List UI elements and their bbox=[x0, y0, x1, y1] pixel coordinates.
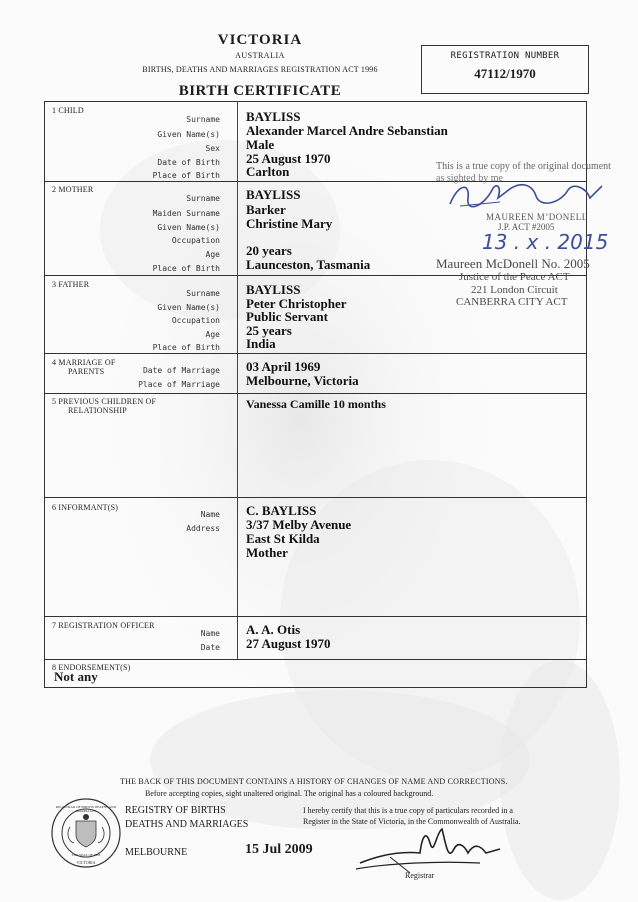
informant-address-label: Address bbox=[186, 524, 220, 533]
previous-children: Vanessa Camille 10 months bbox=[246, 397, 386, 411]
father-given-label: Given Name(s) bbox=[157, 303, 220, 312]
child-surname-label: Surname bbox=[186, 115, 220, 124]
child-place-of-birth: Carlton bbox=[246, 164, 290, 179]
child-sex: Male bbox=[246, 137, 275, 152]
section-marriage-line2: PARENTS bbox=[68, 367, 105, 376]
marriage-place-label: Place of Marriage bbox=[138, 380, 220, 389]
child-pob-label: Place of Birth bbox=[152, 171, 220, 180]
mother-surname: BAYLISS bbox=[246, 187, 301, 202]
country-text: AUSTRALIA bbox=[235, 51, 285, 60]
father-surname: BAYLISS bbox=[246, 282, 301, 297]
father-place-of-birth: India bbox=[246, 336, 276, 351]
mother-pob-label: Place of Birth bbox=[152, 264, 220, 273]
stamp-name: Maureen McDonell No. 2005 bbox=[436, 256, 590, 271]
divider-3 bbox=[44, 353, 586, 354]
section-registration-officer: 7 REGISTRATION OFFICER bbox=[52, 621, 155, 630]
seal-label: REGISTRAR OF BIRTHS DEATHS AND MARRIAGES bbox=[55, 805, 117, 813]
divider-7 bbox=[44, 659, 586, 660]
section-previous-line2: RELATIONSHIP bbox=[68, 406, 127, 415]
mother-age-label: Age bbox=[205, 250, 220, 259]
child-given-names: Alexander Marcel Andre Sebanstian bbox=[246, 123, 448, 138]
mother-given-names: Christine Mary bbox=[246, 216, 333, 231]
registration-box bbox=[421, 45, 589, 94]
informant-address-line2: East St Kilda bbox=[246, 531, 320, 546]
father-age-label: Age bbox=[205, 330, 220, 339]
section-previous-line1: 5 PREVIOUS CHILDREN OF bbox=[52, 397, 157, 406]
stamp-jp-number: J.P. ACT #2005 bbox=[498, 222, 555, 232]
certification-line1: I hereby certify that this is a true copy of particulars recorded in a bbox=[303, 806, 513, 815]
informant-relationship: Mother bbox=[246, 545, 288, 560]
stamp-address-line1: 221 London Circuit bbox=[471, 284, 558, 296]
footer-notice-sub: Before accepting copies, sight unaltered original. The original has a coloured background. bbox=[145, 789, 434, 798]
registrar-signature bbox=[350, 823, 510, 878]
mother-given-label: Given Name(s) bbox=[157, 223, 220, 232]
stamp-title: Justice of the Peace ACT bbox=[459, 271, 570, 283]
officer-date: 27 August 1970 bbox=[246, 636, 331, 651]
certificate-title: BIRTH CERTIFICATE bbox=[178, 83, 342, 99]
divider-2 bbox=[44, 275, 586, 276]
child-surname: BAYLISS bbox=[246, 109, 301, 124]
father-occupation: Public Servant bbox=[246, 309, 328, 324]
divider-4 bbox=[44, 393, 586, 394]
footer-notice: THE BACK OF THIS DOCUMENT CONTAINS A HISTORY OF CHANGES OF NAME AND CORRECTIONS. bbox=[120, 777, 508, 786]
issue-date: 15 Jul 2009 bbox=[245, 842, 313, 857]
officer-date-label: Date bbox=[200, 643, 220, 652]
mother-maiden-surname: Barker bbox=[246, 202, 286, 217]
registry-name-line1: REGISTRY OF BIRTHS bbox=[125, 805, 226, 816]
child-date-of-birth: 25 August 1970 bbox=[246, 151, 331, 166]
certificate-frame bbox=[44, 101, 587, 688]
section-informant: 6 INFORMANT(S) bbox=[52, 503, 119, 512]
registration-number: 47112/1970 bbox=[474, 66, 536, 81]
act-text: BIRTHS, DEATHS AND MARRIAGES REGISTRATION ACT 1996 bbox=[142, 65, 378, 74]
informant-name: C. BAYLISS bbox=[246, 503, 317, 518]
officer-name-label: Name bbox=[200, 629, 220, 638]
stamp-true-copy-line: This is a true copy of the original document bbox=[436, 161, 611, 172]
section-previous-children bbox=[52, 397, 156, 415]
father-occupation-label: Occupation bbox=[171, 316, 220, 325]
marriage-date-label: Date of Marriage bbox=[142, 366, 220, 375]
registration-label: REGISTRATION NUMBER bbox=[450, 51, 560, 61]
father-pob-label: Place of Birth bbox=[152, 343, 220, 352]
informant-address-line1: 3/37 Melby Avenue bbox=[246, 517, 352, 532]
father-age: 25 years bbox=[246, 323, 292, 338]
mother-place-of-birth: Launceston, Tasmania bbox=[246, 257, 371, 272]
mother-maiden-label: Maiden Surname bbox=[152, 209, 220, 218]
mother-occupation-label: Occupation bbox=[171, 236, 220, 245]
registry-name-line2: DEATHS AND MARRIAGES bbox=[125, 819, 249, 830]
divider-5 bbox=[44, 497, 586, 498]
child-dob-label: Date of Birth bbox=[157, 158, 220, 167]
mother-age: 20 years bbox=[246, 243, 292, 258]
officer-name: A. A. Otis bbox=[246, 622, 301, 637]
section-father: 3 FATHER bbox=[52, 280, 90, 289]
father-given-names: Peter Christopher bbox=[246, 296, 347, 311]
section-endorsements: 8 ENDORSEMENT(S) bbox=[52, 663, 131, 672]
value-column-divider bbox=[237, 101, 238, 660]
seal-bottom-text: VICTORIA bbox=[76, 860, 96, 865]
child-sex-label: Sex bbox=[205, 144, 220, 153]
stamp-address-line2: CANBERRA CITY ACT bbox=[456, 296, 568, 308]
registrar-label: Registrar bbox=[405, 871, 435, 880]
section-marriage-line1: 4 MARRIAGE OF bbox=[52, 358, 116, 367]
father-surname-label: Surname bbox=[186, 289, 220, 298]
informant-name-label: Name bbox=[200, 510, 220, 519]
certification-line2: Register in the State of Victoria, in the Commonwealth of Australia. bbox=[303, 817, 521, 826]
divider-6 bbox=[44, 616, 586, 617]
endorsement-value: Not any bbox=[54, 669, 98, 684]
registry-city: MELBOURNE bbox=[125, 847, 188, 858]
stamp-name-small: MAUREEN M’DONELL bbox=[486, 212, 588, 222]
section-mother: 2 MOTHER bbox=[52, 185, 94, 194]
divider-1 bbox=[44, 181, 586, 182]
state-title: VICTORIA bbox=[217, 32, 303, 48]
section-child: 1 CHILD bbox=[52, 106, 84, 115]
marriage-date: 03 April 1969 bbox=[246, 359, 321, 374]
stamp-sighted-line: as sighted by me bbox=[436, 173, 503, 184]
stamp-handwritten-date: 13 . x . 2015 bbox=[482, 230, 609, 254]
mother-surname-label: Surname bbox=[186, 194, 220, 203]
child-given-label: Given Name(s) bbox=[157, 130, 220, 139]
seal-center-text: THE SEAL OF THE bbox=[71, 853, 101, 857]
marriage-place: Melbourne, Victoria bbox=[246, 373, 359, 388]
